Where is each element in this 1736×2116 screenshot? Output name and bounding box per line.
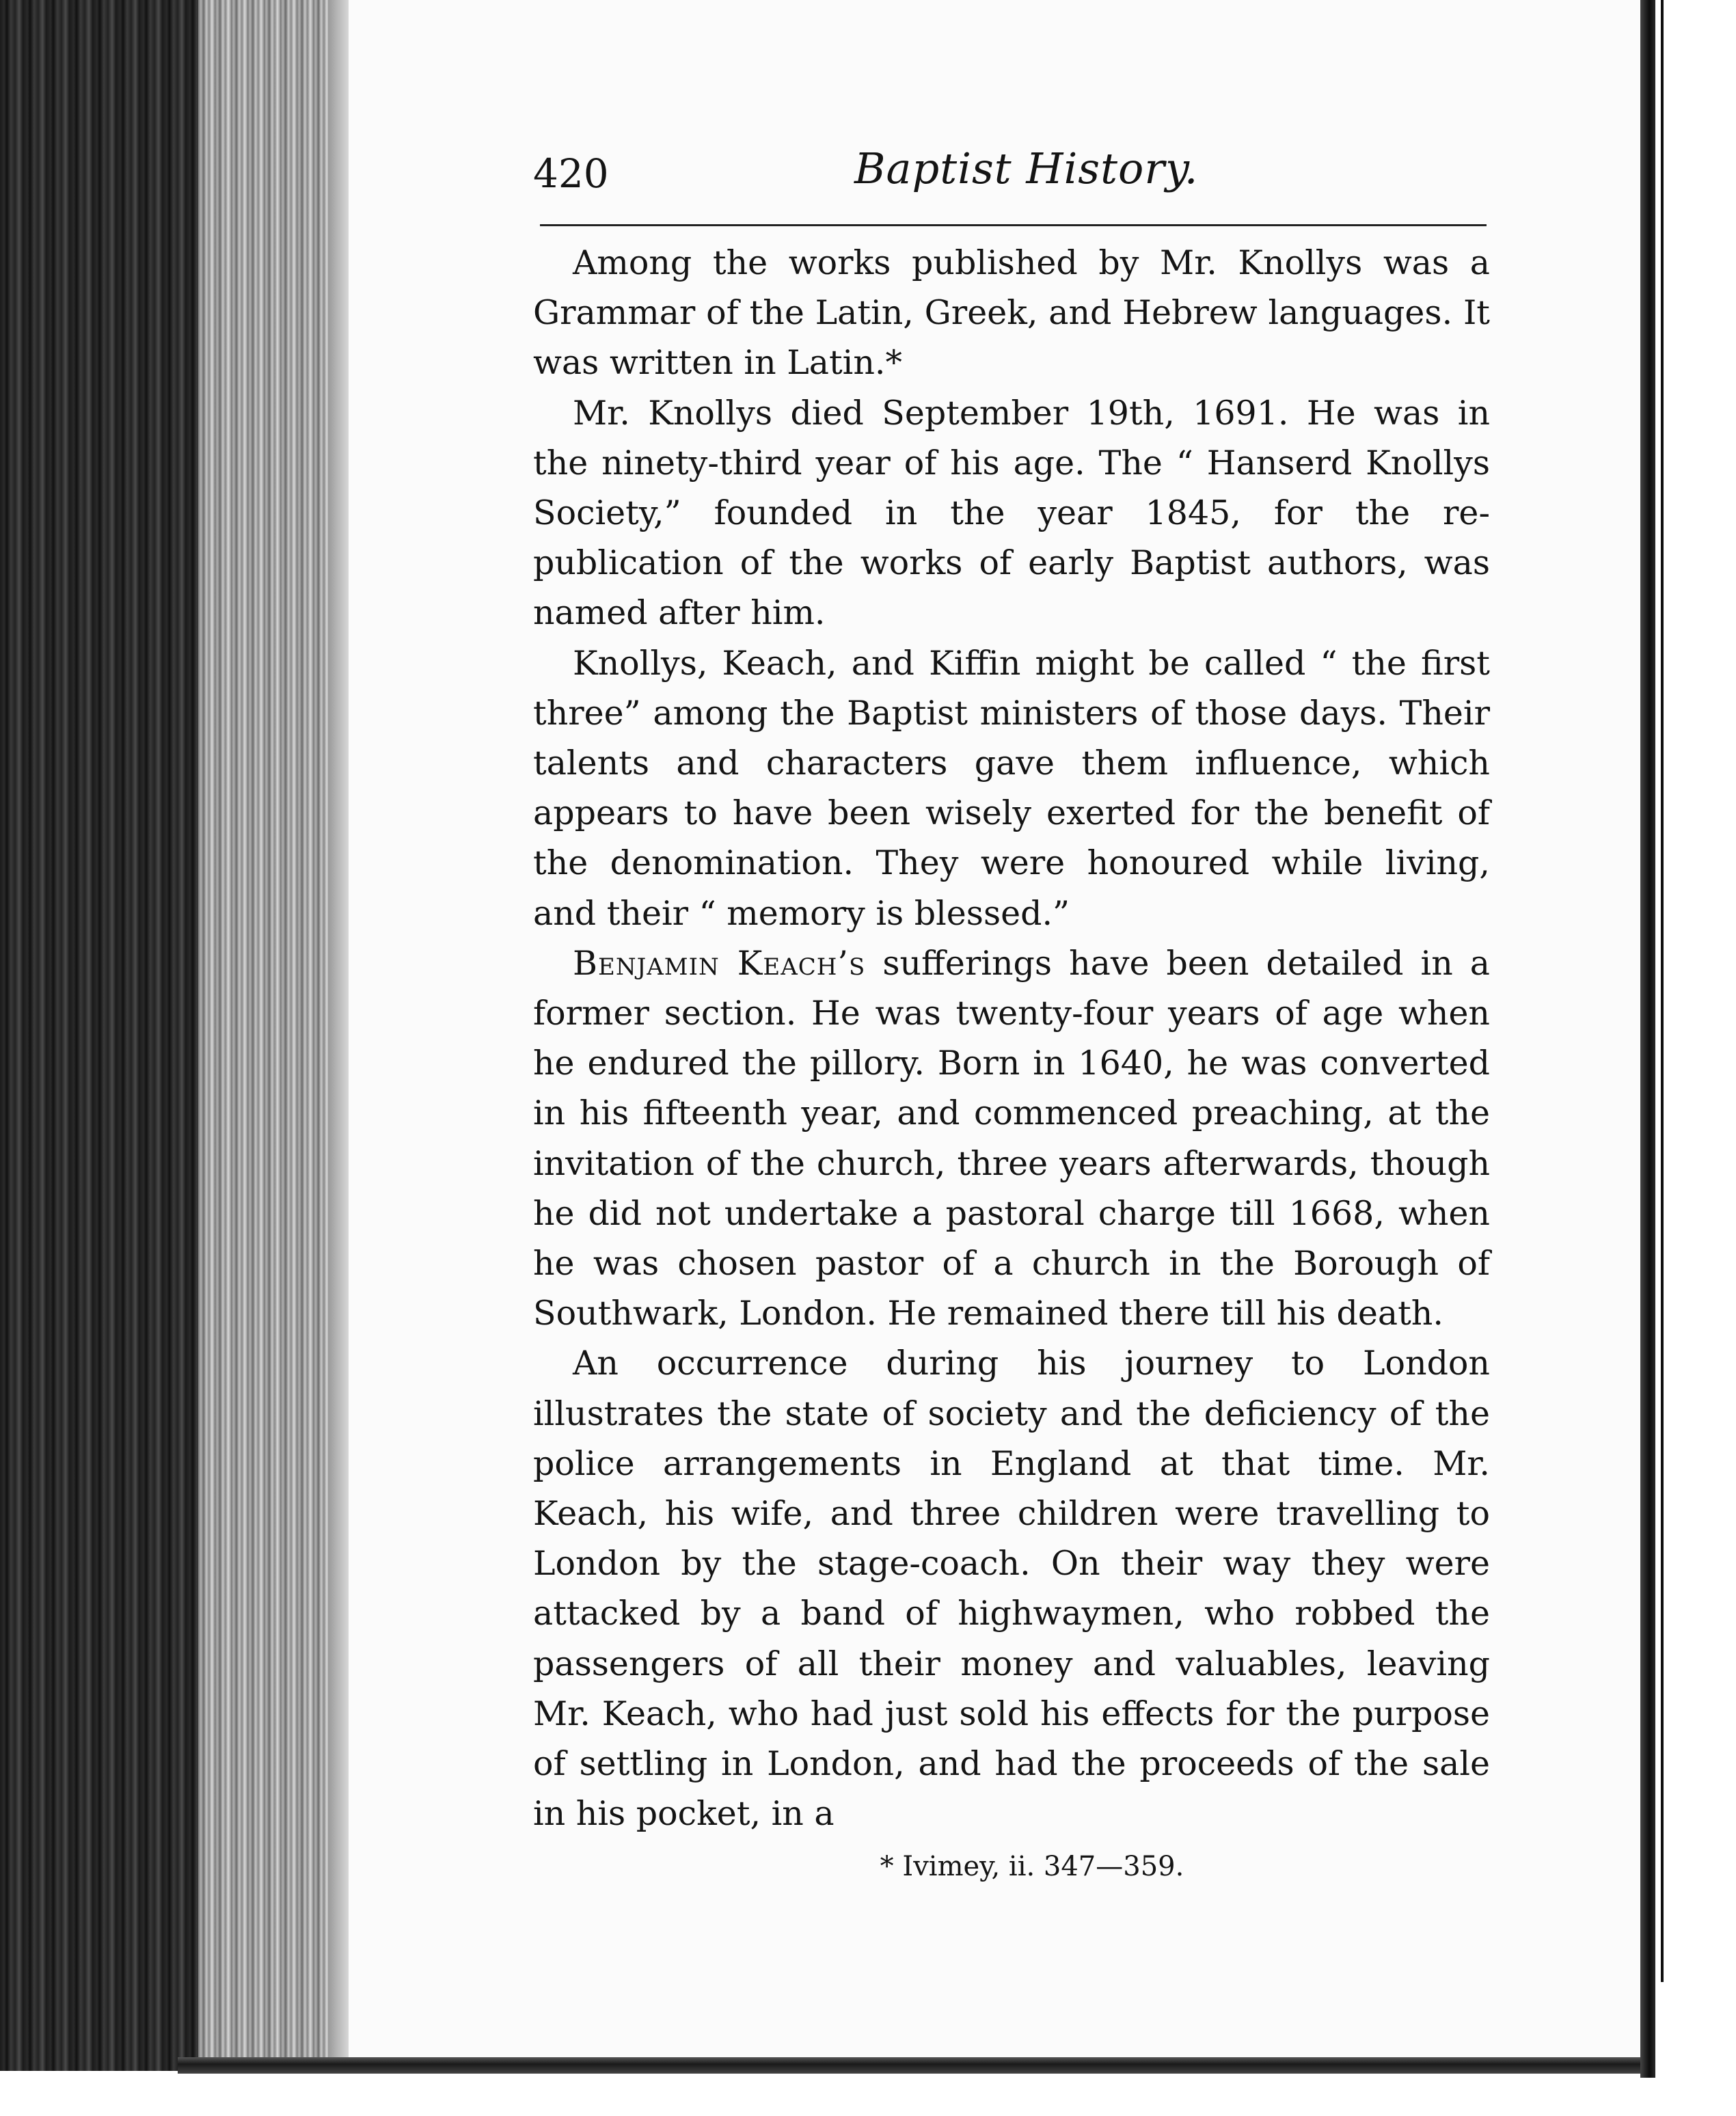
body-text	[533, 238, 1490, 1839]
paragraph-text: Knollys, Keach, and Kiffin might be called “ the first three” among the Baptist ministers of those days. Their talents and characters gave them influence, which appears to have been wisely exerted for the benefit of the denomination. They were honoured while living, and their “ memory is blessed.”	[533, 643, 1490, 933]
paragraph-lead-smallcaps: Benjamin Keach’s	[573, 943, 866, 983]
paragraph	[533, 388, 1490, 638]
paragraph-text: Mr. Knollys died September 19th, 1691. He was in the ninety-third year of his age. The “ Hanserd Knollys Society,” founded in the year 1845, for the republication of the works of early Baptist authors, was named after him.	[533, 393, 1490, 633]
paragraph	[533, 938, 1490, 1339]
page-stack-edge	[198, 0, 342, 2064]
book-bottom-edge	[178, 2057, 1654, 2074]
page-title: Baptist History.	[854, 144, 1199, 193]
page-number: 420	[533, 150, 609, 197]
header-rule	[540, 224, 1487, 226]
paragraph-text: Among the works published by Mr. Knollys was a Grammar of the Latin, Greek, and Hebrew languages. It was written in Latin.*	[533, 243, 1490, 383]
running-head	[533, 123, 1490, 226]
footnote: * Ivimey, ii. 347—359.	[880, 1850, 1184, 1882]
book-right-edge	[1640, 0, 1655, 2078]
paragraph	[533, 1338, 1490, 1839]
paragraph	[533, 638, 1490, 938]
text-block	[533, 123, 1490, 1887]
paragraph-text: An occurrence during his journey to London illustrates the state of society and the deficiency of the police arrangements in England at that time. Mr. Keach, his wife, and three children were travelling to London by the stage-coach. On their way they were attacked by a band of highwaymen, who robbed the passengers of all their money and valuables, leaving Mr. Keach, who had just sold his effects for the purpose of settling in London, and had the proceeds of the sale in his pocket, in a	[533, 1344, 1490, 1834]
paragraph	[533, 238, 1490, 388]
paragraph-text: sufferings have been detailed in a former section. He was twenty-four years of age when he endured the pillory. Born in 1640, he was converted in his fifteenth year, and commenced preaching, at the invitation of the church, three years afterwards, though he did not undertake a pastoral charge till 1668, when he was chosen pastor of a church in the Borough of Southwark, London. He remained there till his death.	[533, 943, 1490, 1333]
book-right-edge-line	[1661, 0, 1664, 1982]
